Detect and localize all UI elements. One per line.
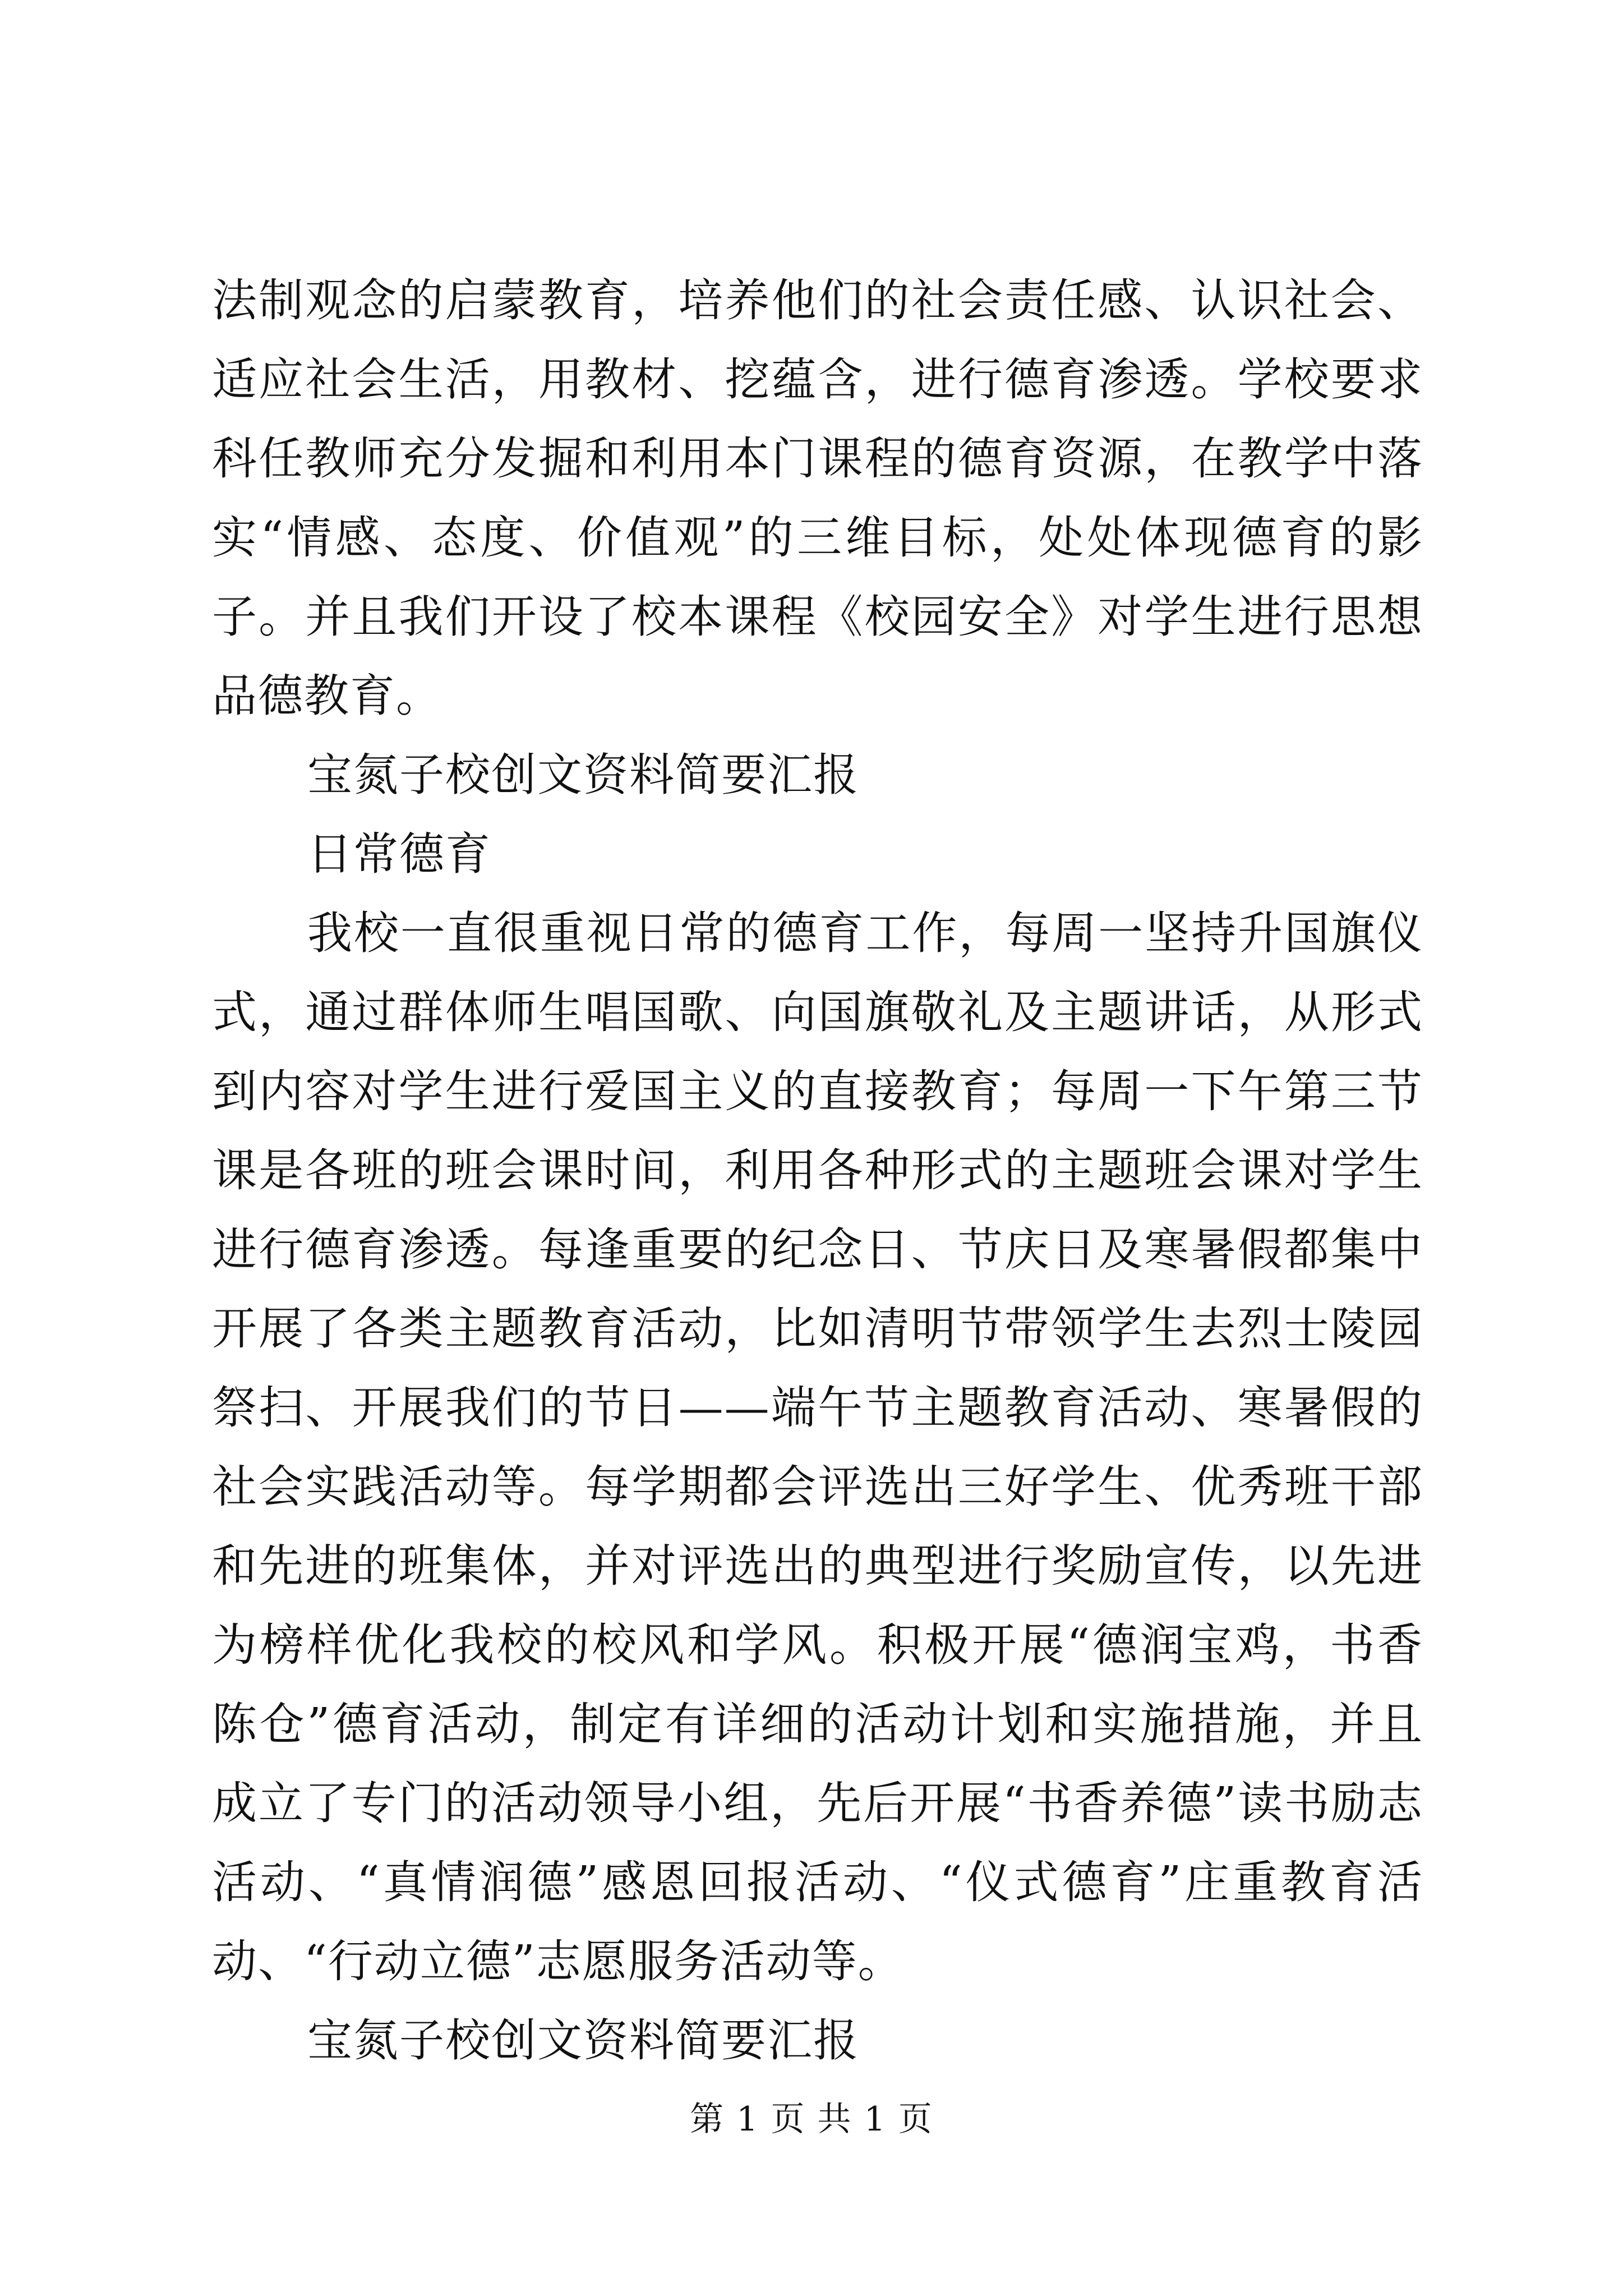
heading-daily-moral-education: 日常德育 bbox=[307, 828, 491, 880]
heading-report-title-1: 宝氮子校创文资料简要汇报 bbox=[307, 749, 859, 801]
document-body bbox=[212, 261, 1423, 2080]
heading-report-title-2: 宝氮子校创文资料简要汇报 bbox=[307, 2014, 859, 2067]
paragraph-moral-education-curriculum: 法制观念的启蒙教育，培养他们的社会责任感、认识社会、适应社会生活，用教材、挖蕴含，进行德育渗透。学校要求科任教师充分发掘和利用本门课程的德育资源，在教学中落实“情感、态度、价值观”的三维目标，处处体现德育的影子。并且我们开设了校本课程《校园安全》对学生进行思想品德教育。 bbox=[212, 274, 1423, 722]
page-footer: 第 1 页 共 1 页 bbox=[690, 2100, 933, 2139]
paragraph-daily-moral-education: 我校一直很重视日常的德育工作，每周一坚持升国旗仪式，通过群体师生唱国歌、向国旗敬礼及主题讲话，从形式到内容对学生进行爱国主义的直接教育；每周一下午第三节课是各班的班会课时间，利用各种形式的主题班会课对学生进行德育渗透。每逢重要的纪念日、节庆日及寒暑假都集中开展了各类主题教育活动，比如清明节带领学生去烈士陵园祭扫、开展我们的节日——端午节主题教育活动、寒暑假的社会实践活动等。每学期都会评选出三好学生、优秀班干部和先进的班集体，并对评选出的典型进行奖励宣传，以先进为榜样优化我校的校风和学风。积极开展“德润宝鸡，书香陈仓”德育活动，制定有详细的活动计划和实施措施，并且成立了专门的活动领导小组，先后开展“书香养德”读书励志活动、“真情润德”感恩回报活动、“仪式德育”庄重教育活动、“行动立德”志愿服务活动等。 bbox=[212, 907, 1423, 1987]
